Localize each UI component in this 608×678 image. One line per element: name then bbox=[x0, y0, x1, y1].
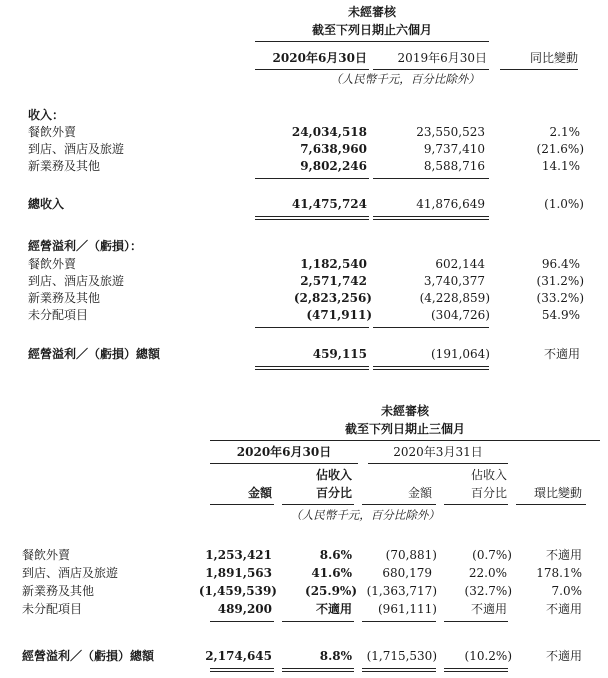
col-rule bbox=[516, 504, 586, 505]
value-2019: (304,726) bbox=[431, 308, 490, 322]
pct-2020-03: 22.0% bbox=[468, 566, 507, 580]
operating-profit-total-2020: 459,115 bbox=[312, 347, 367, 361]
pct-2020-03: 不適用 bbox=[470, 602, 507, 616]
amount-2020-03: (961,111) bbox=[378, 602, 437, 616]
row-label: 餐飲外賣 bbox=[28, 257, 77, 271]
total-rule bbox=[210, 668, 274, 669]
value-2019: 23,550,523 bbox=[416, 125, 485, 139]
total-rule bbox=[210, 671, 274, 672]
total-rule bbox=[444, 671, 508, 672]
total-pct-2020-03: (10.2%) bbox=[464, 649, 512, 663]
total-rule bbox=[282, 671, 354, 672]
operating-profit-total-change: 不適用 bbox=[543, 347, 580, 361]
value-2020: 7,638,960 bbox=[300, 142, 367, 156]
subtotal-rule bbox=[444, 621, 508, 622]
table1-period-rule bbox=[255, 41, 489, 42]
total-rule bbox=[444, 668, 508, 669]
table2-unaudited: 未經審核 bbox=[380, 404, 429, 418]
change-value: 2.1% bbox=[549, 125, 580, 139]
table2-period-rule bbox=[210, 440, 600, 441]
qoq-change-header: 環比變動 bbox=[533, 486, 582, 500]
amount-2020-06: 489,200 bbox=[217, 602, 272, 616]
change-value: 54.9% bbox=[541, 308, 580, 322]
amount-2020-03: (1,363,717) bbox=[366, 584, 437, 598]
table2-period: 截至下列日期止三個月 bbox=[344, 422, 465, 436]
value-2019: 3,740,377 bbox=[423, 274, 485, 288]
col-rule bbox=[444, 504, 508, 505]
subtotal-rule bbox=[282, 621, 354, 622]
value-2020: (2,823,256) bbox=[293, 291, 372, 305]
table1-unit-note: （人民幣千元，百分比除外） bbox=[330, 72, 480, 86]
row-label: 新業務及其他 bbox=[28, 159, 101, 173]
amount-2020-03: (70,881) bbox=[385, 548, 437, 562]
subtotal-rule bbox=[210, 621, 274, 622]
table2-group-2020-06: 2020年6月30日 bbox=[236, 445, 332, 459]
amount-2020-06: (1,459,539) bbox=[198, 584, 277, 598]
row-label: 未分配項目 bbox=[28, 308, 89, 322]
total-rule bbox=[362, 668, 436, 669]
total-rule bbox=[373, 369, 489, 370]
subtotal-rule bbox=[255, 327, 369, 328]
amount-header: 金額 bbox=[247, 486, 272, 500]
row-label: 新業務及其他 bbox=[22, 584, 95, 598]
total-rule bbox=[362, 671, 436, 672]
total-qoq-change: 不適用 bbox=[545, 649, 582, 663]
table1-col-rule bbox=[255, 69, 369, 70]
table1-unaudited: 未經審核 bbox=[347, 5, 396, 19]
row-label: 到店、酒店及旅遊 bbox=[28, 142, 125, 156]
value-2019: 9,737,410 bbox=[423, 142, 485, 156]
operating-profit-total-label: 經營溢利／（虧損）總額 bbox=[28, 347, 161, 361]
amount-header: 金額 bbox=[407, 486, 432, 500]
amount-2020-06: 1,253,421 bbox=[205, 548, 272, 562]
pct-2020-03: (0.7%) bbox=[472, 548, 512, 562]
value-2019: 602,144 bbox=[435, 257, 485, 271]
subtotal-rule bbox=[373, 327, 489, 328]
col-rule bbox=[210, 504, 274, 505]
qoq-change: 不適用 bbox=[545, 548, 582, 562]
total-revenue-2019: 41,876,649 bbox=[416, 197, 485, 211]
value-2020: (471,911) bbox=[306, 308, 372, 322]
subtotal-rule bbox=[255, 178, 369, 179]
total-amount-2020-03: (1,715,530) bbox=[366, 649, 437, 663]
subtotal-rule bbox=[373, 178, 489, 179]
total-revenue-label: 總收入 bbox=[28, 197, 65, 211]
pct-header-top: 佔收入 bbox=[470, 468, 507, 482]
pct-header-top: 佔收入 bbox=[315, 468, 352, 482]
col-rule bbox=[362, 504, 436, 505]
value-2020: 9,802,246 bbox=[300, 159, 367, 173]
total-revenue-change: (1.0%) bbox=[544, 197, 584, 211]
total-rule bbox=[255, 369, 369, 370]
change-value: 14.1% bbox=[541, 159, 580, 173]
qoq-change: 178.1% bbox=[536, 566, 582, 580]
pct-2020-06: 41.6% bbox=[311, 566, 352, 580]
row-label: 新業務及其他 bbox=[28, 291, 101, 305]
total-revenue-2020: 41,475,724 bbox=[291, 197, 367, 211]
row-label: 餐飲外賣 bbox=[28, 125, 77, 139]
pct-2020-06: 不適用 bbox=[315, 602, 352, 616]
amount-2020-03: 680,179 bbox=[382, 566, 432, 580]
change-value: (33.2%) bbox=[536, 291, 584, 305]
table1-col-rule bbox=[500, 69, 578, 70]
amount-2020-06: 1,891,563 bbox=[205, 566, 272, 580]
col-rule bbox=[282, 504, 354, 505]
row-label: 未分配項目 bbox=[22, 602, 83, 616]
table2-total-label: 經營溢利／（虧損）總額 bbox=[22, 649, 155, 663]
total-rule bbox=[373, 216, 489, 217]
pct-2020-06: 8.6% bbox=[319, 548, 352, 562]
value-2020: 2,571,742 bbox=[300, 274, 367, 288]
table1-col-rule bbox=[373, 69, 489, 70]
total-rule bbox=[373, 219, 489, 220]
pct-header-bottom: 百分比 bbox=[315, 486, 352, 500]
pct-2020-06: (25.9%) bbox=[305, 584, 357, 598]
qoq-change: 不適用 bbox=[545, 602, 582, 616]
table2-unit-note: （人民幣千元，百分比除外） bbox=[290, 508, 440, 522]
qoq-change: 7.0% bbox=[551, 584, 582, 598]
table2-group-2020-03: 2020年3月31日 bbox=[393, 445, 483, 459]
total-rule bbox=[255, 216, 369, 217]
revenue-heading: 收入： bbox=[28, 108, 65, 122]
table1-period: 截至下列日期止六個月 bbox=[311, 23, 432, 37]
pct-header-bottom: 百分比 bbox=[470, 486, 507, 500]
change-value: 96.4% bbox=[541, 257, 580, 271]
operating-profit-heading: 經營溢利／（虧損）： bbox=[28, 239, 143, 253]
value-2020: 24,034,518 bbox=[291, 125, 367, 139]
total-amount-2020-06: 2,174,645 bbox=[205, 649, 272, 663]
table1-col-change: 同比變動 bbox=[529, 51, 578, 65]
value-2019: (4,228,859) bbox=[419, 291, 490, 305]
row-label: 到店、酒店及旅遊 bbox=[22, 566, 119, 580]
change-value: (21.6%) bbox=[536, 142, 584, 156]
subtotal-rule bbox=[362, 621, 436, 622]
table1-col-2019: 2019年6月30日 bbox=[397, 51, 487, 65]
total-rule bbox=[255, 219, 369, 220]
table1-col-2020: 2020年6月30日 bbox=[272, 51, 367, 65]
total-rule bbox=[255, 366, 369, 367]
row-label: 餐飲外賣 bbox=[22, 548, 71, 562]
pct-2020-03: (32.7%) bbox=[464, 584, 512, 598]
value-2019: 8,588,716 bbox=[423, 159, 485, 173]
total-rule bbox=[373, 366, 489, 367]
total-pct-2020-06: 8.8% bbox=[319, 649, 352, 663]
table2-group-rule bbox=[368, 463, 508, 464]
value-2020: 1,182,540 bbox=[300, 257, 367, 271]
table2-group-rule bbox=[210, 463, 358, 464]
total-rule bbox=[282, 668, 354, 669]
change-value: (31.2%) bbox=[536, 274, 584, 288]
row-label: 到店、酒店及旅遊 bbox=[28, 274, 125, 288]
operating-profit-total-2019: (191,064) bbox=[431, 347, 490, 361]
